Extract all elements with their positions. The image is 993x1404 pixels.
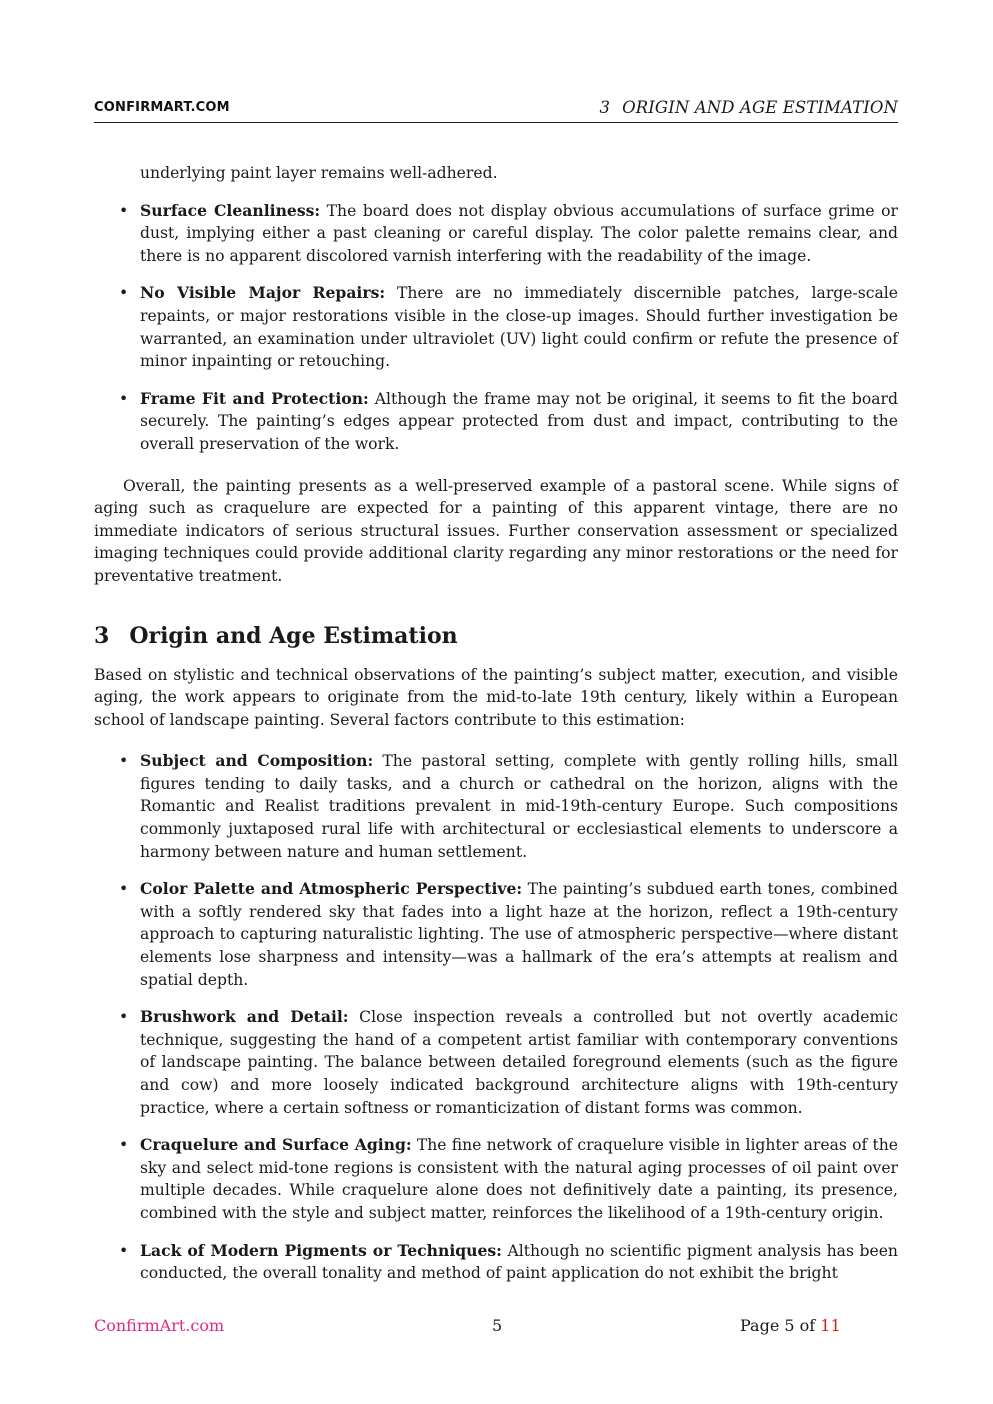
page-header	[94, 98, 898, 123]
footer-site-link[interactable]: ConfirmArt.com	[94, 1316, 225, 1335]
continuation-text: underlying paint layer remains well-adhered.	[140, 164, 498, 182]
list-item	[94, 1134, 898, 1224]
list-item	[94, 282, 898, 372]
item-term: Brushwork and Detail:	[140, 1007, 349, 1027]
running-head-number: 3	[599, 98, 611, 117]
item-term: Color Palette and Atmospheric Perspective:	[140, 879, 523, 899]
item-term: No Visible Major Repairs:	[140, 283, 386, 303]
item-text: Close inspection reveals a controlled but not overtly academic technique, suggesting the hand of a competent artist familiar with contemporary conventions of landscape painting. The balance between detailed foreground elements (such as the figure and cow) and more loosely indicated background architecture aligns with 19th-century practice, where a certain softness or romanticization of distant forms was common.	[140, 1008, 898, 1117]
item-term: Craquelure and Surface Aging:	[140, 1135, 412, 1155]
item-text: The board does not display obvious accumulations of surface grime or dust, implying either a past cleaning or careful display. The color palette remains clear, and there is no apparent discolored varnish interfering with the readability of the image.	[140, 201, 898, 265]
list-item	[94, 1240, 898, 1285]
summary-paragraph: Overall, the painting presents as a well-preserved example of a pastoral scene. While signs of aging such as craquelure are expected for a painting of this apparent vintage, there are no immediate indicators of serious structural issues. Further conservation assessment or specialized imaging techniques could provide additional clarity regarding any minor restorations or the need for preventative treatment.	[94, 476, 898, 585]
page-footer	[94, 1316, 898, 1338]
item-term: Subject and Composition:	[140, 751, 374, 771]
condition-list	[94, 200, 898, 456]
list-item	[94, 1006, 898, 1119]
footer-page-number: 5	[492, 1316, 503, 1335]
section-title: Origin and Age Estimation	[129, 622, 458, 649]
section-number: 3	[94, 622, 110, 649]
item-term: Surface Cleanliness:	[140, 200, 321, 220]
item-text: Although no scientific pigment analysis has been conducted, the overall tonality and method of paint application do not exhibit the bright	[140, 1241, 898, 1283]
total-pages-link[interactable]: 11	[820, 1316, 841, 1335]
running-head	[600, 98, 898, 117]
item-term: Lack of Modern Pigments or Techniques:	[140, 1240, 502, 1260]
item-text: The painting’s subdued earth tones, combined with a softly rendered sky that fades into a light haze at the horizon, reflect a 19th-century approach to capturing naturalistic lighting. The use of atmospheric perspective—where distant elements lose sharpness and intensity—was a hallmark of the era’s attempts at realism and spatial depth.	[140, 880, 898, 989]
item-text: Although the frame may not be original, it seems to fit the board securely. The painting’s edges appear protected from dust and impact, contributing to the overall preservation of the work.	[140, 389, 898, 453]
footer-page-count	[740, 1316, 841, 1335]
main-content	[94, 162, 898, 1285]
list-item	[94, 388, 898, 456]
section-intro: Based on stylistic and technical observations of the painting’s subject matter, execution, and visible aging, the work appears to originate from the mid-to-late 19th century, likely within a European school of landscape painting. Several factors contribute to this estimation:	[94, 665, 898, 729]
item-term: Frame Fit and Protection:	[140, 388, 369, 408]
item-text: The fine network of craquelure visible in lighter areas of the sky and select mid-tone regions is consistent with the natural aging processes of oil paint over multiple decades. While craquelure alone does not definitively date a painting, its presence, combined with the style and subject matter, reinforces the likelihood of a 19th-century origin.	[140, 1136, 898, 1222]
item-text: There are no immediately discernible patches, large-scale repaints, or major restorations visible in the close-up images. Should further investigation be warranted, an examination under ultraviolet (UV) light could confirm or refute the presence of minor inpainting or retouching.	[140, 284, 898, 371]
section-heading	[94, 622, 898, 650]
running-head-title: ORIGIN AND AGE ESTIMATION	[622, 98, 898, 117]
list-item	[94, 200, 898, 268]
item-text: The pastoral setting, complete with gently rolling hills, small figures tending to daily tasks, and a church or cathedral on the horizon, aligns with the Romantic and Realist traditions prevalent in mid-19th-century Europe. Such compositions commonly juxtaposed rural life with architectural or ecclesiastical elements to underscore a harmony between nature and human settlement.	[140, 752, 898, 861]
list-item	[94, 878, 898, 991]
page-of-label: Page 5 of	[740, 1316, 816, 1335]
list-item	[94, 750, 898, 863]
logo: CONFIRMART.COM	[94, 100, 230, 115]
origin-list	[94, 750, 898, 1284]
